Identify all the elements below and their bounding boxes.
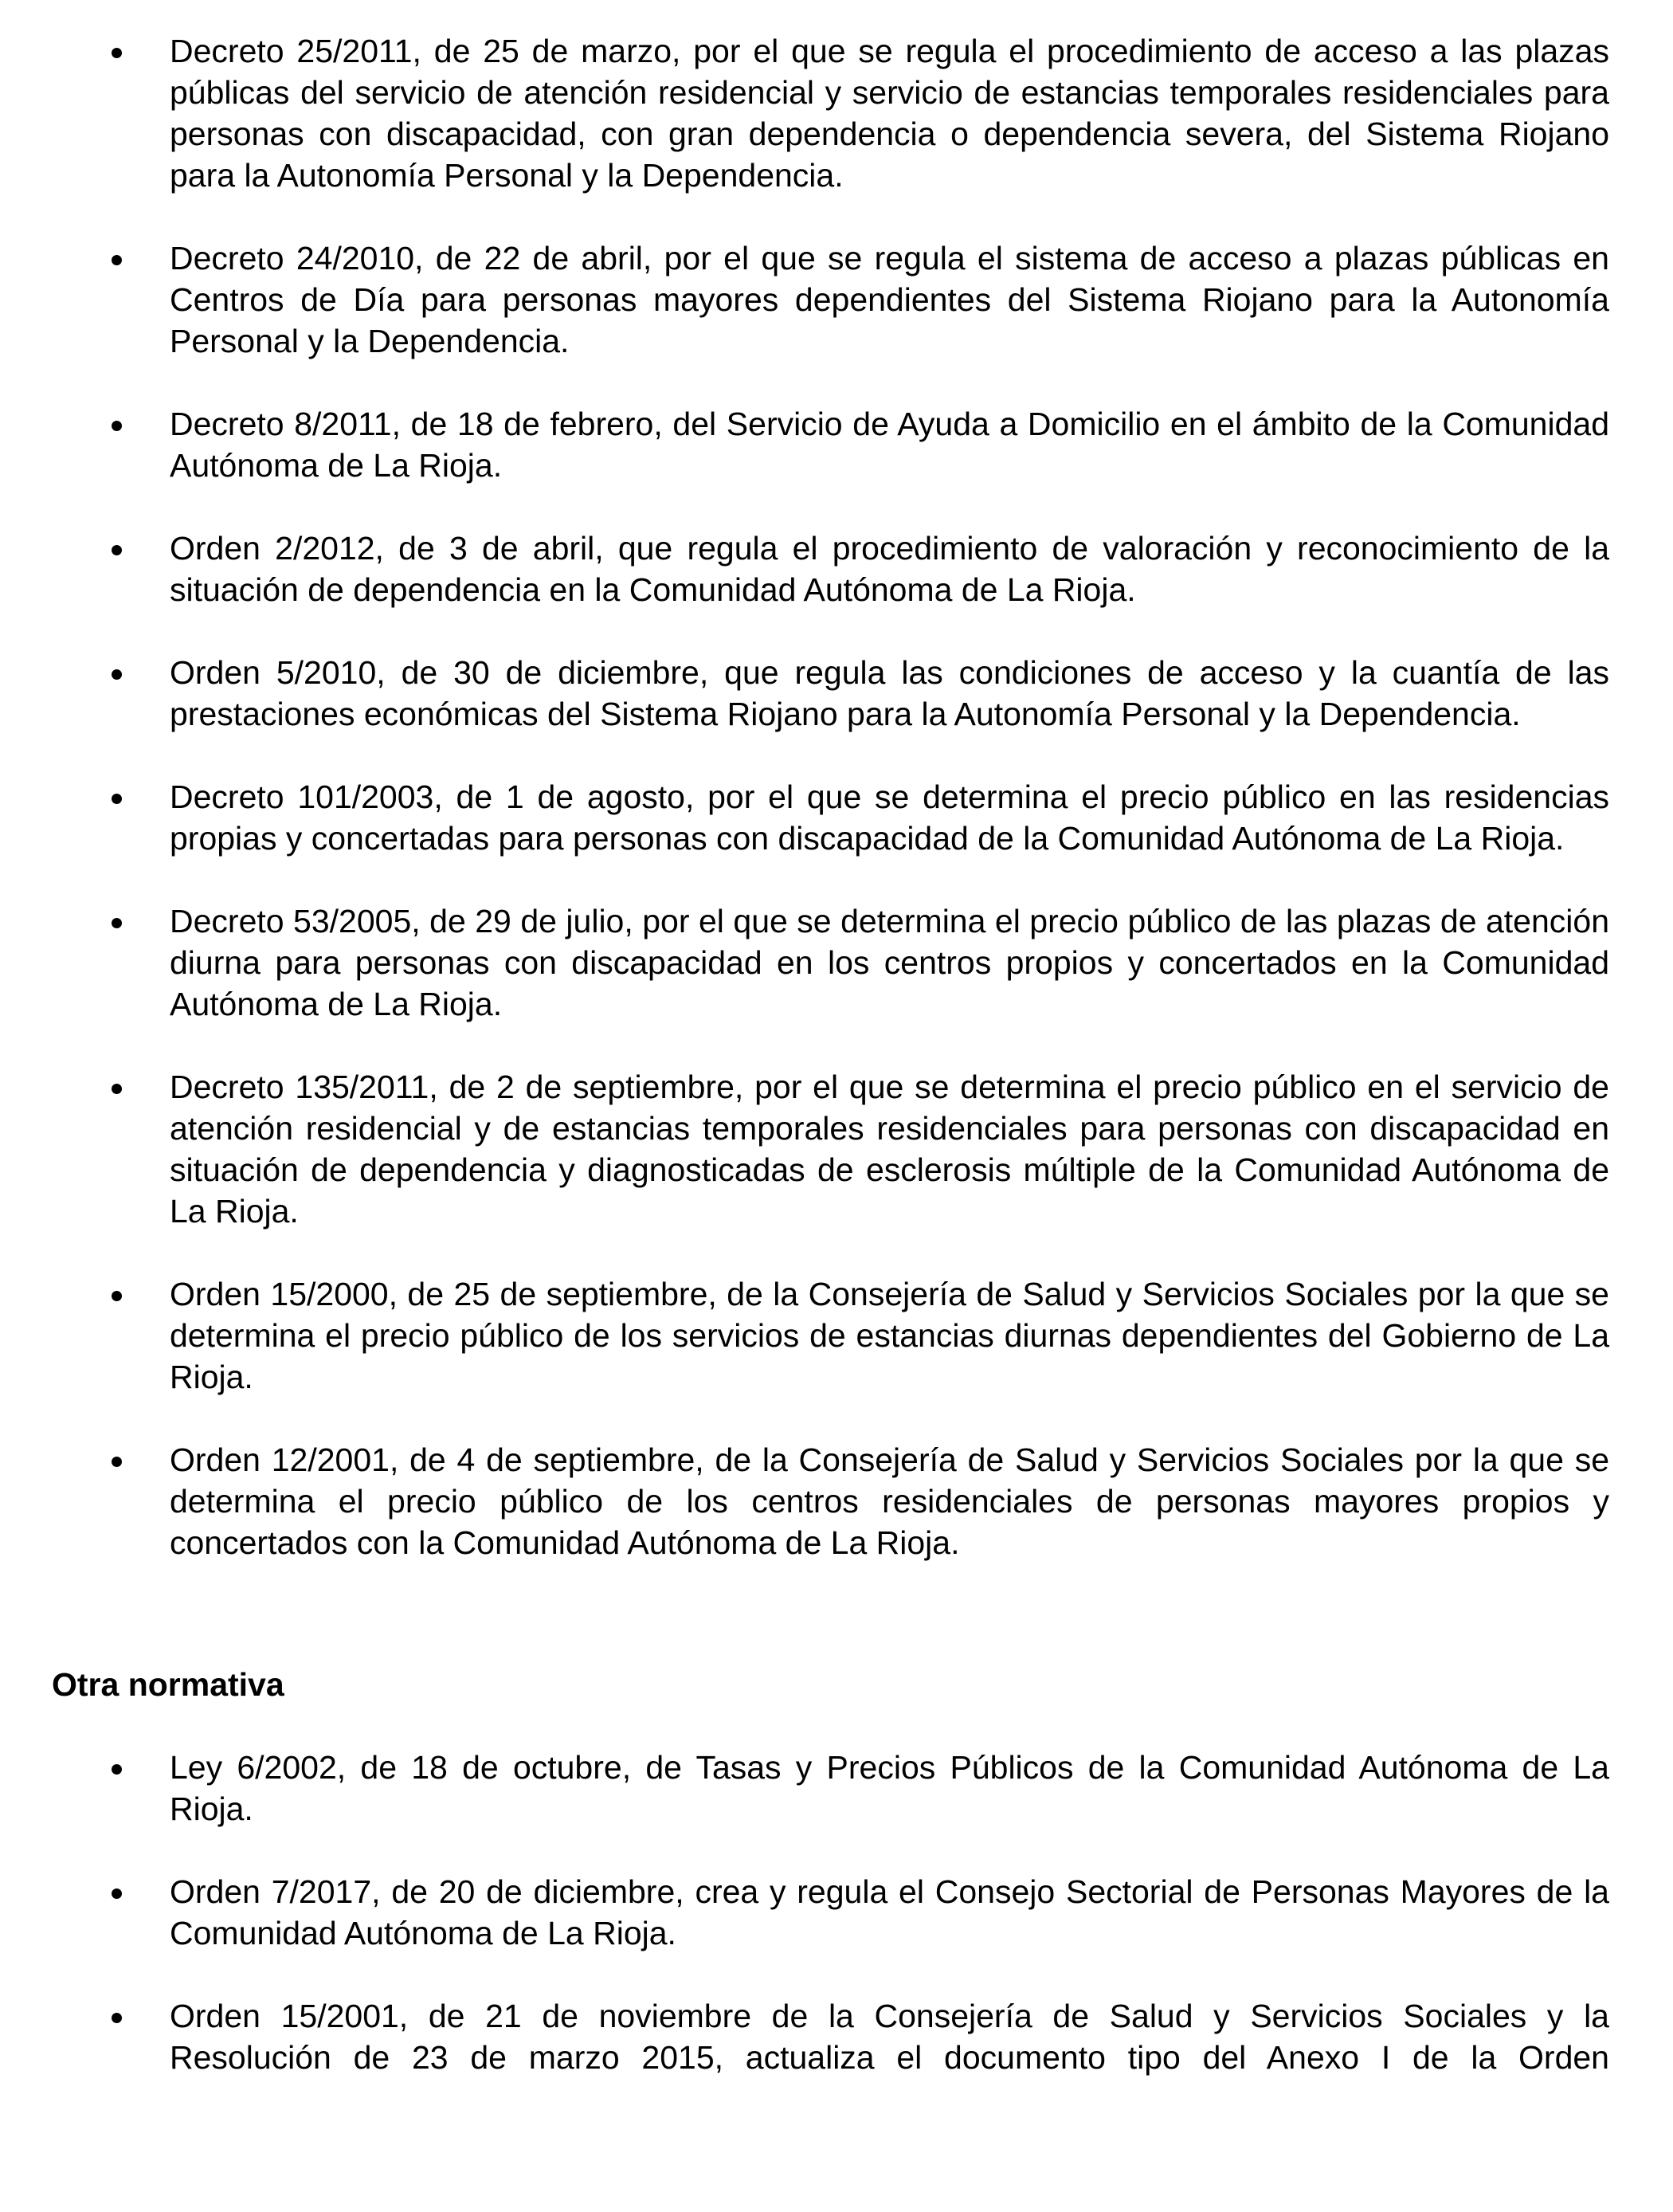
list-item-text: Orden 7/2017, de 20 de diciembre, crea y regula el Consejo Sectorial de Personas Mayores de la Comunidad Autónoma de La Rioja. bbox=[170, 1873, 1609, 1951]
list-item bbox=[0, 528, 1673, 610]
list-item bbox=[0, 652, 1673, 735]
list-item-text: Orden 2/2012, de 3 de abril, que regula el procedimiento de valoración y reconocimiento de la situación de dependencia en la Comunidad Autónoma de La Rioja. bbox=[170, 530, 1609, 608]
list-item bbox=[0, 776, 1673, 859]
list-item-text: Orden 15/2001, de 21 de noviembre de la Consejería de Salud y Servicios Sociales y la Resolución de 23 de marzo 2015, actualiza el documento tipo del Anexo I de la Orden bbox=[170, 1998, 1609, 2076]
bullet-icon bbox=[112, 1291, 122, 1301]
bullet-icon bbox=[112, 669, 122, 680]
list-item bbox=[0, 1871, 1673, 1954]
bullet-icon bbox=[112, 794, 122, 804]
list-item bbox=[0, 237, 1673, 362]
list-item-text: Orden 5/2010, de 30 de diciembre, que regula las condiciones de acceso y la cuantía de las prestaciones económicas del Sistema Riojano para la Autonomía Personal y la Dependencia. bbox=[170, 654, 1609, 732]
bullet-icon bbox=[112, 48, 122, 58]
list-item-text: Decreto 135/2011, de 2 de septiembre, por el que se determina el precio público en el servicio de atención residencial y de estancias temporales residenciales para personas con discapacidad en situación de dependencia y diagnosticadas de esclerosis múltiple de la Comunidad Autónoma de La Rioja. bbox=[170, 1069, 1609, 1230]
bullet-icon bbox=[112, 1457, 122, 1467]
section-heading: Otra normativa bbox=[52, 1666, 284, 1703]
list-item-text: Decreto 24/2010, de 22 de abril, por el que se regula el sistema de acceso a plazas públicas en Centros de Día para personas mayores dependientes del Sistema Riojano para la Autonomía Personal y la Dependencia. bbox=[170, 240, 1609, 359]
regulations-list bbox=[0, 30, 1673, 1605]
list-item bbox=[0, 1995, 1673, 2078]
bullet-icon bbox=[112, 918, 122, 928]
list-item bbox=[0, 30, 1673, 196]
list-item bbox=[0, 900, 1673, 1025]
list-item-text: Decreto 101/2003, de 1 de agosto, por el que se determina el precio público en las residencias propias y concertadas para personas con discapacidad de la Comunidad Autónoma de La Rioja. bbox=[170, 779, 1609, 857]
list-item-text: Orden 15/2000, de 25 de septiembre, de la Consejería de Salud y Servicios Sociales por la que se determina el precio público de los servicios de estancias diurnas dependientes del Gobierno de La Rioja. bbox=[170, 1276, 1609, 1395]
list-item bbox=[0, 1747, 1673, 1830]
list-item-text: Decreto 25/2011, de 25 de marzo, por el que se regula el procedimiento de acceso a las plazas públicas del servicio de atención residencial y servicio de estancias temporales residenciales para personas con discapacidad, con gran dependencia o dependencia severa, del Sistema Riojano para la Autonomía Personal y la Dependencia. bbox=[170, 33, 1609, 194]
list-item bbox=[0, 1439, 1673, 1563]
bullet-icon bbox=[112, 545, 122, 555]
bullet-icon bbox=[112, 421, 122, 431]
list-item-text: Orden 12/2001, de 4 de septiembre, de la Consejería de Salud y Servicios Sociales por la que se determina el precio público de los centros residenciales de personas mayores propios y concertados con la Comunidad Autónoma de La Rioja. bbox=[170, 1441, 1609, 1561]
bullet-icon bbox=[112, 2013, 122, 2023]
bullet-icon bbox=[112, 255, 122, 265]
other-regulations-list bbox=[0, 1747, 1673, 2120]
list-item-text: Decreto 8/2011, de 18 de febrero, del Servicio de Ayuda a Domicilio en el ámbito de la Comunidad Autónoma de La Rioja. bbox=[170, 406, 1609, 484]
bullet-icon bbox=[112, 1888, 122, 1899]
list-item bbox=[0, 1066, 1673, 1232]
bullet-icon bbox=[112, 1764, 122, 1775]
list-item-text: Decreto 53/2005, de 29 de julio, por el que se determina el precio público de las plazas de atención diurna para personas con discapacidad en los centros propios y concertados en la Comunidad Autónoma de La Rioja. bbox=[170, 903, 1609, 1022]
bullet-icon bbox=[112, 1084, 122, 1094]
list-item-text: Ley 6/2002, de 18 de octubre, de Tasas y Precios Públicos de la Comunidad Autónoma de La Rioja. bbox=[170, 1749, 1609, 1827]
list-item bbox=[0, 403, 1673, 486]
list-item bbox=[0, 1273, 1673, 1398]
